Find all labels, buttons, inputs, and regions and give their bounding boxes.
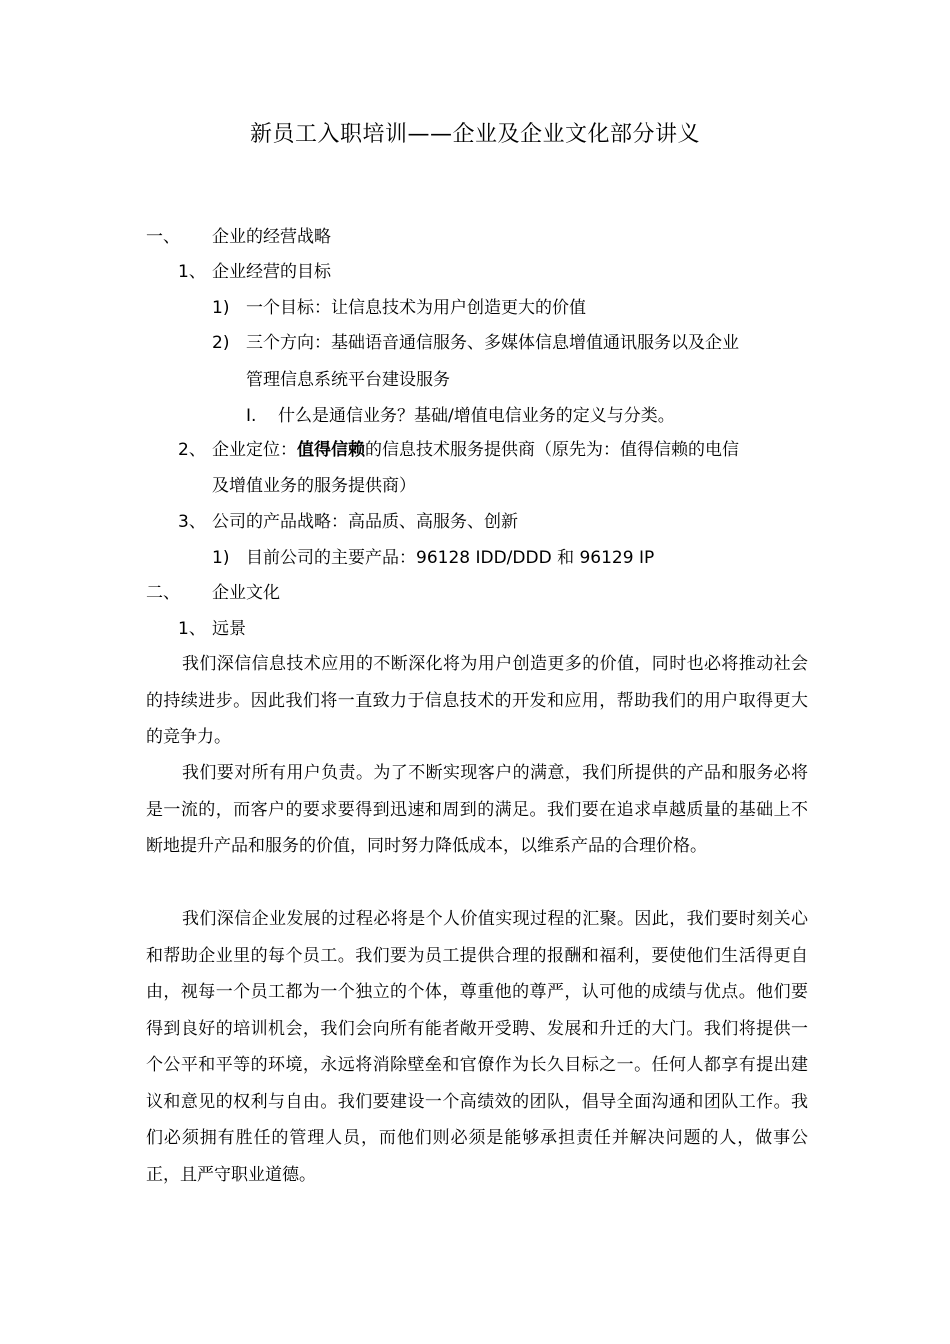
sub-item-text-line1: 三个方向：基础语音通信服务、多媒体信息增值通讯服务以及企业 (246, 333, 739, 353)
section-title: 企业的经营战略 (212, 227, 331, 247)
section-number: 二、 (146, 583, 180, 603)
sub-item-number: 1) (212, 298, 230, 318)
sub-item-text: 目前公司的主要产品：96128 IDD/DDD 和 96129 IP (246, 548, 655, 568)
sub-item-1-1-2-continuation: 管理信息系统平台建设服务 (246, 370, 450, 390)
paragraph-employees: 我们深信企业发展的过程必将是个人价值实现过程的汇聚。因此，我们要时刻关心和帮助企业里的每个员工。我们要为员工提供合理的报酬和福利，要使他们生活得更自由，视每一个员工都为一个独立的个体，尊重他的尊严，认可他的成绩与优点。他们要得到良好的培训机会，我们会向所有能者敞开受聘、发展和升迁的大门。我们将提供一个公平和平等的环境，永远将消除壁垒和官僚作为长久目标之一。任何人都享有提出建议和意见的权利与自由。我们要建设一个高绩效的团队，倡导全面沟通和团队工作。我们必须拥有胜任的管理人员，而他们则必须是能够承担责任并解决问题的人，做事公正，且严守职业道德。 (146, 909, 808, 1185)
section-number: 一、 (146, 227, 180, 247)
sub-item-number: 2) (212, 333, 230, 353)
item-number: 2、 (178, 440, 206, 460)
item-number: 1、 (178, 262, 206, 282)
item-text: 公司的产品战略：高品质、高服务、创新 (212, 512, 518, 532)
item-suffix: 的信息技术服务提供商（原先为：值得信赖的电信 (365, 440, 739, 460)
item-text: 远景 (212, 619, 246, 639)
sub-sub-item-text: 什么是通信业务？基础/增值电信业务的定义与分类。 (278, 406, 675, 426)
paragraph-vision: 我们深信信息技术应用的不断深化将为用户创造更多的价值，同时也必将推动社会的持续进步。因此我们将一直致力于信息技术的开发和应用，帮助我们的用户取得更大的竞争力。 (146, 654, 808, 747)
item-number: 3、 (178, 512, 206, 532)
sub-item-number: 1) (212, 548, 230, 568)
sub-item-text: 一个目标：让信息技术为用户创造更大的价值 (246, 298, 586, 318)
item-text (212, 438, 739, 462)
roman-number: I. (246, 406, 257, 426)
item-prefix: 企业定位： (212, 440, 297, 460)
item-number: 1、 (178, 619, 206, 639)
list-item-1-2-continuation: 及增值业务的服务提供商） (212, 476, 416, 496)
document-title: 新员工入职培训——企业及企业文化部分讲义 (249, 122, 700, 147)
item-bold-text: 值得信赖 (297, 440, 365, 460)
paragraph-customers: 我们要对所有用户负责。为了不断实现客户的满意，我们所提供的产品和服务必将是一流的，而客户的要求要得到迅速和周到的满足。我们要在追求卓越质量的基础上不断地提升产品和服务的价值，同时努力降低成本，以维系产品的合理价格。 (146, 763, 808, 856)
section-title: 企业文化 (212, 583, 280, 603)
item-text: 企业经营的目标 (212, 262, 331, 282)
